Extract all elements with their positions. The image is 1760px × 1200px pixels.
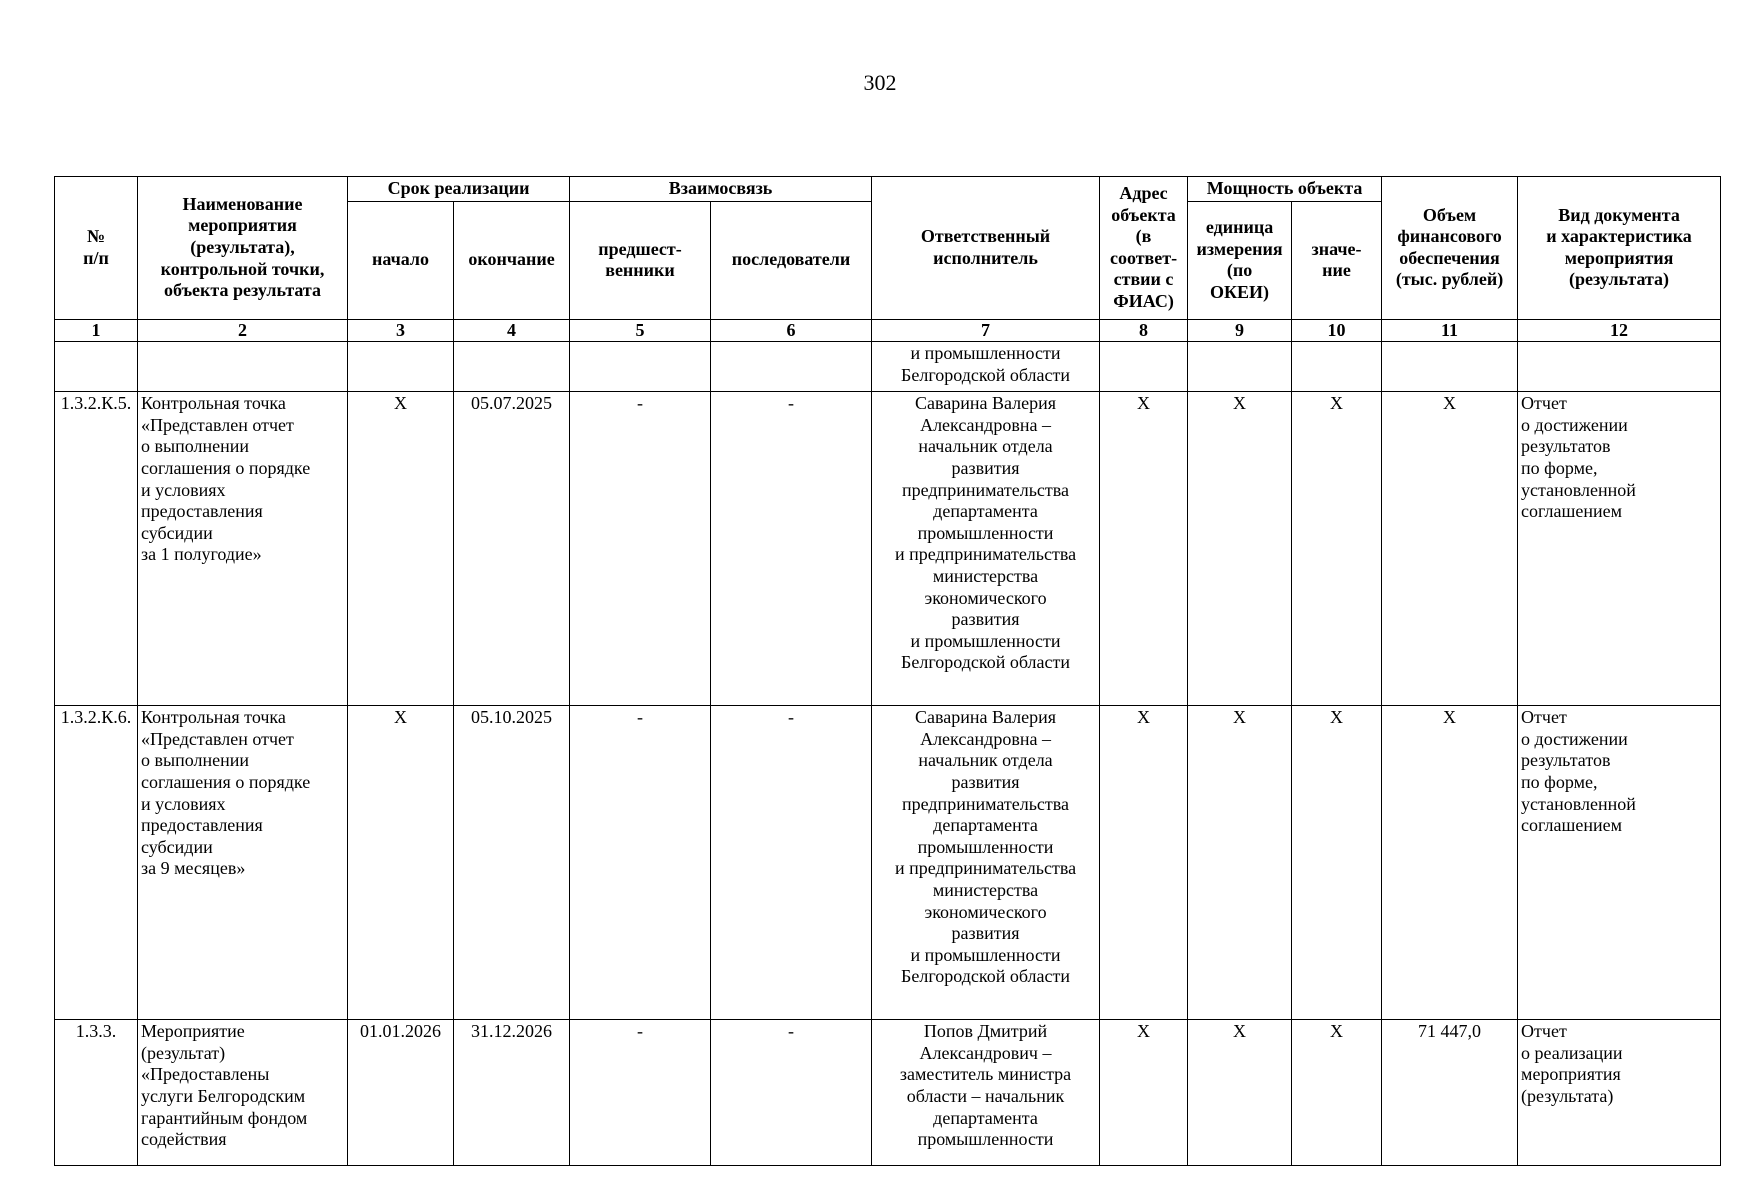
col-number: 4 bbox=[454, 319, 570, 342]
col-number: 5 bbox=[570, 319, 711, 342]
row-start: 01.01.2026 bbox=[348, 1020, 454, 1166]
row-start: X bbox=[348, 392, 454, 706]
row-name: Мероприятие (результат) «Предоставлены услуги Белгородским гарантийным фондом содействия bbox=[138, 1020, 348, 1166]
row-executor: Саварина Валерия Александровна – начальник отдела развития предпринимательства департамента промышленности и предпринимательства министерства экономического развития и промышленности Белгородской области bbox=[872, 392, 1100, 706]
row-name: Контрольная точка «Представлен отчет о выполнении соглашения о порядке и условиях предоставления субсидии за 1 полугодие» bbox=[138, 392, 348, 706]
header-unit: единица измерения (по ОКЕИ) bbox=[1188, 201, 1292, 319]
row-num bbox=[55, 342, 138, 392]
col-number: 12 bbox=[1518, 319, 1721, 342]
col-number: 7 bbox=[872, 319, 1100, 342]
row-unit: X bbox=[1188, 1020, 1292, 1166]
table-row bbox=[55, 342, 1721, 392]
row-successors: - bbox=[711, 1020, 872, 1166]
header-link-group: Взаимосвязь bbox=[570, 177, 872, 202]
row-value: X bbox=[1292, 1020, 1382, 1166]
row-address bbox=[1100, 342, 1188, 392]
row-successors bbox=[711, 342, 872, 392]
header-term-group: Срок реализации bbox=[348, 177, 570, 202]
row-start: X bbox=[348, 706, 454, 1020]
row-unit: X bbox=[1188, 706, 1292, 1020]
header-predecessors: предшест- венники bbox=[570, 201, 711, 319]
row-finance: 71 447,0 bbox=[1382, 1020, 1518, 1166]
row-num: 1.3.3. bbox=[55, 1020, 138, 1166]
column-numbers-row bbox=[55, 319, 1721, 342]
row-address: X bbox=[1100, 706, 1188, 1020]
header-row-top bbox=[55, 177, 1721, 202]
row-executor: и промышленности Белгородской области bbox=[872, 342, 1100, 392]
header-name: Наименование мероприятия (результата), контрольной точки, объекта результата bbox=[138, 177, 348, 320]
col-number: 3 bbox=[348, 319, 454, 342]
row-successors: - bbox=[711, 392, 872, 706]
row-value bbox=[1292, 342, 1382, 392]
col-number: 6 bbox=[711, 319, 872, 342]
header-doc-type: Вид документа и характеристика мероприятия (результата) bbox=[1518, 177, 1721, 320]
row-doc: Отчет о достижении результатов по форме, установленной соглашением bbox=[1518, 706, 1721, 1020]
col-number: 2 bbox=[138, 319, 348, 342]
row-end bbox=[454, 342, 570, 392]
row-end: 05.10.2025 bbox=[454, 706, 570, 1020]
table-row bbox=[55, 1020, 1721, 1166]
col-number: 11 bbox=[1382, 319, 1518, 342]
row-num: 1.3.2.К.6. bbox=[55, 706, 138, 1020]
plan-table bbox=[54, 176, 1721, 1166]
header-end: окончание bbox=[454, 201, 570, 319]
col-number: 10 bbox=[1292, 319, 1382, 342]
page-number: 302 bbox=[863, 70, 897, 95]
table-row bbox=[55, 392, 1721, 706]
header-num: № п/п bbox=[55, 177, 138, 320]
row-start bbox=[348, 342, 454, 392]
row-end: 31.12.2026 bbox=[454, 1020, 570, 1166]
row-address: X bbox=[1100, 392, 1188, 706]
header-value: значе- ние bbox=[1292, 201, 1382, 319]
row-finance bbox=[1382, 342, 1518, 392]
row-predecessors: - bbox=[570, 706, 711, 1020]
row-value: X bbox=[1292, 392, 1382, 706]
row-executor: Попов Дмитрий Александрович – заместитель министра области – начальник департамента промышленности bbox=[872, 1020, 1100, 1166]
row-predecessors bbox=[570, 342, 711, 392]
table-row bbox=[55, 706, 1721, 1020]
row-doc: Отчет о реализации мероприятия (результата) bbox=[1518, 1020, 1721, 1166]
row-predecessors: - bbox=[570, 1020, 711, 1166]
col-number: 1 bbox=[55, 319, 138, 342]
row-value: X bbox=[1292, 706, 1382, 1020]
header-finance: Объем финансового обеспечения (тыс. рублей) bbox=[1382, 177, 1518, 320]
row-num: 1.3.2.К.5. bbox=[55, 392, 138, 706]
row-name: Контрольная точка «Представлен отчет о выполнении соглашения о порядке и условиях предоставления субсидии за 9 месяцев» bbox=[138, 706, 348, 1020]
row-finance: X bbox=[1382, 706, 1518, 1020]
row-successors: - bbox=[711, 706, 872, 1020]
row-predecessors: - bbox=[570, 392, 711, 706]
header-successors: последователи bbox=[711, 201, 872, 319]
row-name bbox=[138, 342, 348, 392]
row-doc bbox=[1518, 342, 1721, 392]
row-address: X bbox=[1100, 1020, 1188, 1166]
row-end: 05.07.2025 bbox=[454, 392, 570, 706]
header-start: начало bbox=[348, 201, 454, 319]
header-capacity-group: Мощность объекта bbox=[1188, 177, 1382, 202]
row-unit: X bbox=[1188, 392, 1292, 706]
row-finance: X bbox=[1382, 392, 1518, 706]
col-number: 9 bbox=[1188, 319, 1292, 342]
row-executor: Саварина Валерия Александровна – начальник отдела развития предпринимательства департамента промышленности и предпринимательства министерства экономического развития и промышленности Белгородской области bbox=[872, 706, 1100, 1020]
header-address: Адрес объекта (в соответ- ствии с ФИАС) bbox=[1100, 177, 1188, 320]
col-number: 8 bbox=[1100, 319, 1188, 342]
row-unit bbox=[1188, 342, 1292, 392]
row-doc: Отчет о достижении результатов по форме, установленной соглашением bbox=[1518, 392, 1721, 706]
header-executor: Ответственный исполнитель bbox=[872, 177, 1100, 320]
